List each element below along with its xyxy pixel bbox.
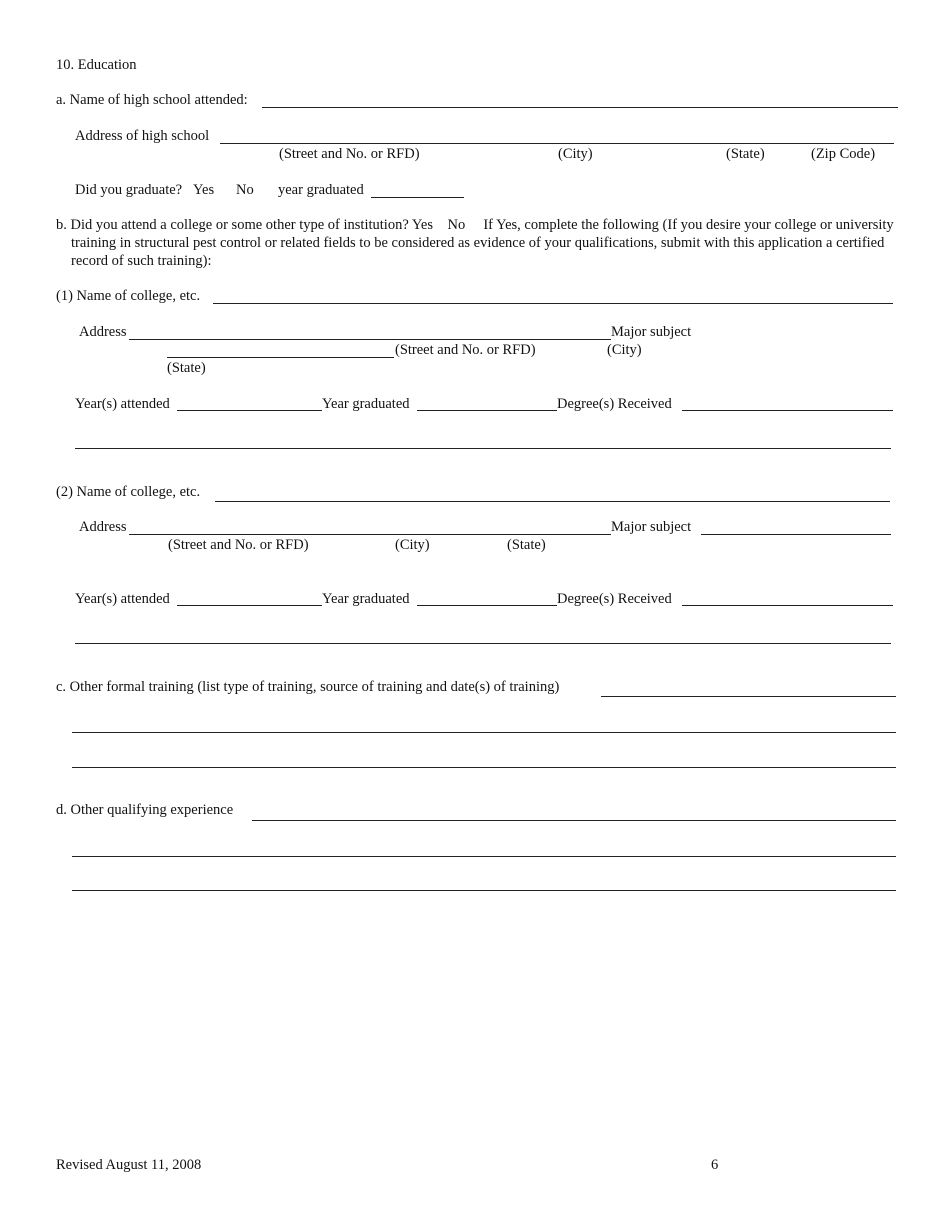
college1-name-field[interactable] [213, 303, 893, 304]
college1-year-graduated-field[interactable] [417, 410, 557, 411]
college1-degrees-field[interactable] [682, 410, 893, 411]
college1-degrees-label: Degree(s) Received [557, 396, 672, 412]
qualifying-experience-line-2[interactable] [72, 856, 896, 857]
college1-major-label: Major subject [611, 324, 692, 340]
college1-address-label: Address [79, 324, 127, 340]
qualifying-experience-line-3[interactable] [72, 890, 896, 891]
college-question-paragraph [56, 216, 896, 270]
college1-years-attended-field[interactable] [177, 410, 322, 411]
page-number: 6 [711, 1157, 719, 1173]
college2-year-graduated-label: Year graduated [322, 591, 410, 607]
high-school-name-label: a. Name of high school attended: [56, 92, 248, 108]
college2-address-label: Address [79, 519, 127, 535]
other-training-label: c. Other formal training (list type of training, source of training and date(s) of training) [56, 679, 560, 695]
section-title: 10. Education [56, 57, 137, 73]
college-yes-option[interactable]: Yes [411, 217, 433, 233]
college-instructions-rest: or university training in structural pest control or related fields to be considered as evidence of your qualifications, submit with this application a certified record of such training): [71, 217, 894, 269]
college1-years-attended-label: Year(s) attended [75, 396, 170, 412]
college2-year-graduated-field[interactable] [417, 605, 557, 606]
college-question: b. Did you attend a college or some other type of institution? [56, 217, 409, 233]
college2-major-field[interactable] [701, 534, 891, 535]
college2-degrees-field[interactable] [682, 605, 893, 606]
hs-year-graduated-field[interactable] [371, 197, 464, 198]
college1-street-caption: (Street and No. or RFD) [395, 342, 536, 358]
qualifying-experience-field[interactable] [252, 820, 896, 821]
college1-extra-line[interactable] [75, 448, 891, 449]
college2-name-field[interactable] [215, 501, 890, 502]
hs-street-caption: (Street and No. or RFD) [279, 146, 420, 162]
college2-degrees-label: Degree(s) Received [557, 591, 672, 607]
qualifying-experience-label: d. Other qualifying experience [56, 802, 234, 818]
college2-years-attended-label: Year(s) attended [75, 591, 170, 607]
hs-zip-caption: (Zip Code) [811, 146, 876, 162]
graduate-no-option[interactable]: No [236, 182, 254, 198]
college2-state-caption: (State) [507, 537, 546, 553]
college1-year-graduated-label: Year graduated [322, 396, 410, 412]
college-instructions-line1: If Yes, complete the following (If you desire your college [483, 217, 817, 233]
graduate-question: Did you graduate? [75, 182, 183, 198]
other-training-line-3[interactable] [72, 767, 896, 768]
college2-city-caption: (City) [395, 537, 430, 553]
high-school-address-field[interactable] [220, 143, 894, 144]
hs-city-caption: (City) [558, 146, 593, 162]
college2-street-caption: (Street and No. or RFD) [168, 537, 309, 553]
college2-extra-line[interactable] [75, 643, 891, 644]
revised-date: Revised August 11, 2008 [56, 1157, 202, 1173]
college1-state-caption: (State) [167, 360, 206, 376]
high-school-address-label: Address of high school [75, 128, 210, 144]
high-school-name-field[interactable] [262, 107, 898, 108]
other-training-line-2[interactable] [72, 732, 896, 733]
college2-address-field[interactable] [129, 534, 611, 535]
college2-name-label: (2) Name of college, etc. [56, 484, 201, 500]
other-training-field[interactable] [601, 696, 896, 697]
college2-years-attended-field[interactable] [177, 605, 322, 606]
hs-state-caption: (State) [726, 146, 765, 162]
college1-address-line2-field[interactable] [167, 357, 394, 358]
hs-year-graduated-label: year graduated [278, 182, 364, 198]
graduate-yes-option[interactable]: Yes [193, 182, 215, 198]
college1-city-caption: (City) [607, 342, 642, 358]
college1-address-field[interactable] [129, 339, 611, 340]
college1-name-label: (1) Name of college, etc. [56, 288, 201, 304]
college2-major-label: Major subject [611, 519, 692, 535]
college-no-option[interactable]: No [447, 217, 466, 233]
